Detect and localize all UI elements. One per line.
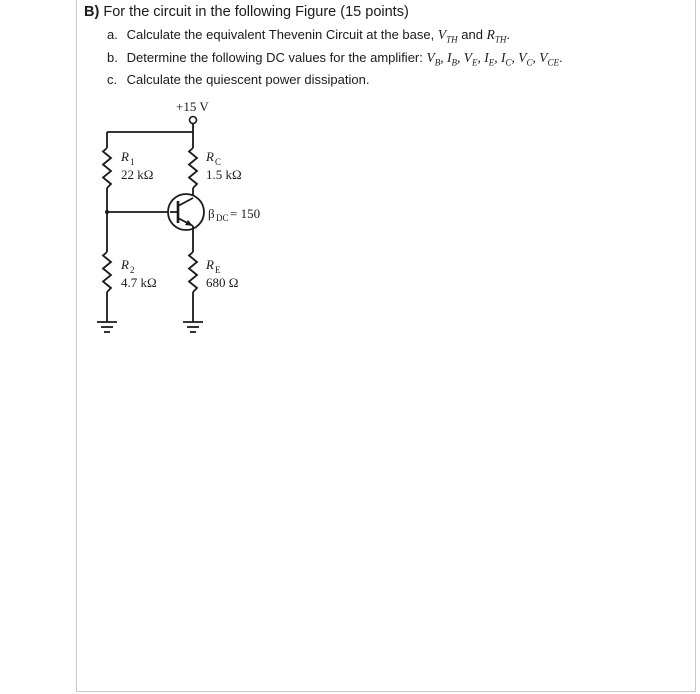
heading-text: For the circuit in the following Figure (15 points) [103, 4, 409, 20]
r1-name: R [121, 149, 129, 164]
r2-value: 4.7 kΩ [121, 275, 157, 290]
rc-sub: C [215, 157, 222, 167]
var-rth: $R_{TH}$ [486, 27, 507, 45]
item-b-label: b. [107, 50, 118, 65]
r1-value: 22 kΩ [121, 167, 154, 182]
var-list-b: $V_B$, $I_B$, $V_E$, $I_E$, $I_C$, $V_C$, $V_{CE}$ [426, 50, 560, 68]
r2-sub: 2 [130, 265, 135, 275]
item-a-conjunction: and [461, 27, 483, 42]
ground-right-icon [183, 292, 203, 332]
item-a-text: Calculate the equivalent Thevenin Circuit at the base, [126, 27, 438, 42]
item-b-text: Determine the following DC values for the amplifier: [126, 50, 427, 65]
re-resistor [189, 252, 197, 292]
item-c-label: c. [107, 72, 118, 87]
question-item-b: b. Determine the following DC values for the amplifier: $V_B$, $I_B$, $V_E$, $I_E$, $I_C$, $V_C$, $V_{CE}$. [107, 50, 563, 68]
re-sub: E [215, 265, 221, 275]
r1-resistor [103, 148, 111, 188]
beta-symbol: β [208, 206, 215, 221]
r1-sub: 1 [130, 157, 135, 167]
re-name: R [206, 257, 214, 272]
var-rth-sub: TH [494, 34, 507, 45]
supply-terminal [190, 117, 197, 124]
rc-value: 1.5 kΩ [206, 167, 242, 182]
beta-sub: DC [216, 213, 229, 223]
re-value: 680 Ω [206, 275, 239, 290]
beta-value: = 150 [230, 206, 261, 221]
rc-resistor [189, 148, 197, 188]
r2-name: R [121, 257, 129, 272]
ground-left-icon [97, 292, 117, 332]
item-c-text: Calculate the quiescent power dissipation. [126, 72, 370, 87]
var-vth: $V_{TH}$ [437, 27, 458, 45]
r2-resistor [103, 252, 111, 292]
item-a-label: a. [107, 27, 118, 42]
base-node-wire [107, 188, 170, 252]
base-junction [105, 210, 109, 214]
npn-transistor [168, 194, 204, 230]
supply-label: +15 V [176, 99, 209, 114]
heading-label: B) [84, 4, 100, 20]
question-item-a: a. Calculate the equivalent Thevenin Circuit at the base, $V_{TH}$ and $R_{TH}$. [107, 27, 510, 45]
top-rail [107, 124, 193, 148]
var-vth-sub: TH [446, 34, 458, 45]
rc-name: R [206, 149, 214, 164]
